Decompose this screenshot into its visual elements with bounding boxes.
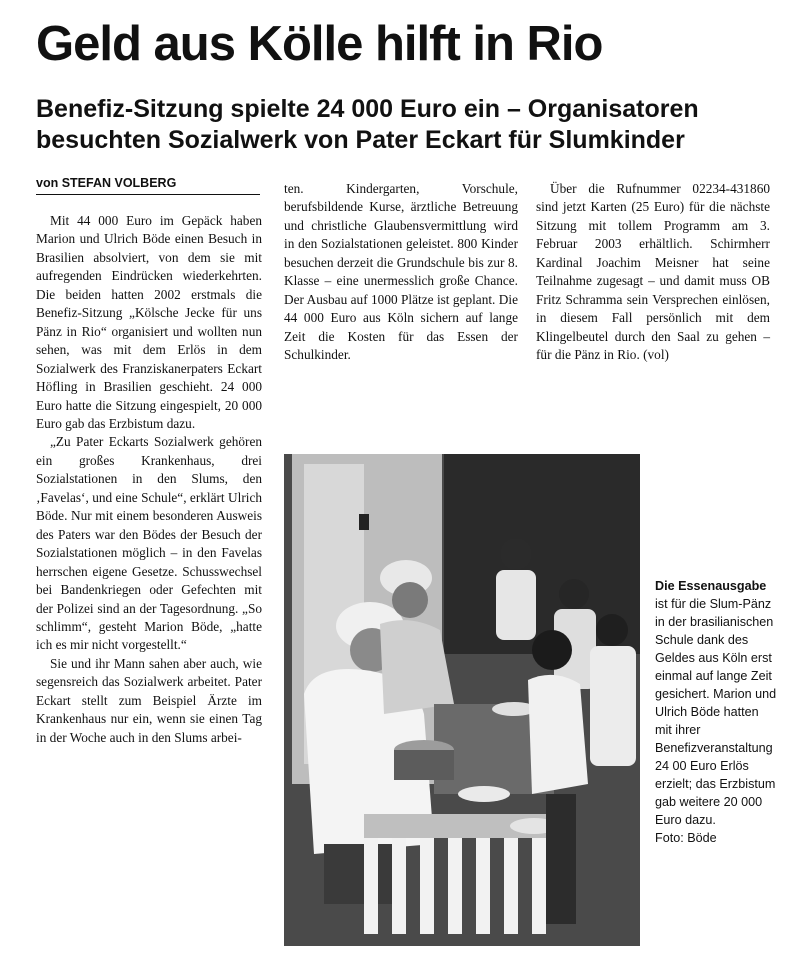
news-photo xyxy=(284,454,640,946)
caption-text: ist für die Slum-Pänz in der brasilianischen Schule dank des Geldes aus Köln erst einmal auf lange Zeit gesichert. Marion und Ulrich Böde hatten mit ihrer Benefizveranstaltung 24 00 Euro Erlös erzielt; das Erzbistum gab weitere 20 000 Euro dazu. xyxy=(655,597,777,827)
caption-lead: Die Essenausgabe xyxy=(655,579,767,593)
paragraph: Über die Rufnummer 02234-431860 sind jetzt Karten (25 Euro) für die nächste Sitzung mit tollem Programm am 3. Februar 2003 erhältlich. Schirmherr Kardinal Joachim Meisner hat seine Teilnahme zugesagt – und damit muss OB Fritz Schramma sein Versprechen einlösen, in diesem Fall persönlich mit dem Klingelbeutel durch den Saal zu gehen – für die Pänz in Rio. (vol) xyxy=(536,181,770,363)
byline: von STEFAN VOLBERG xyxy=(36,174,260,195)
paragraph: ten. Kindergarten, Vorschule, berufsbildende Kurse, ärztliche Betreuung und christliche Glaubensvermittlung wird in den Sozialstationen geleistet. 800 Kinder besuchen derzeit die Grundschule bis zur 8. Klasse – eine unermesslich große Chance. Der Ausbau auf 1000 Plätze ist geplant. Die 44 000 Euro aus Köln sichern auf lange Zeit die Kosten für das Essen der Schulkinder. xyxy=(284,181,518,363)
subheadline: Benefiz-Sitzung spielte 24 000 Euro ein – Organisatoren besuchten Sozialwerk von Pater Eckart für Slumkinder xyxy=(36,95,699,154)
paragraph: „Zu Pater Eckarts Sozialwerk gehören ein großes Krankenhaus, drei Sozialstationen in den Slums, den ‚Favelas‘, und eine Schule“, erklärt Ulrich Böde. Nur mit einem besonderen Ausweis des Paters war den Bödes der Besuch der Sozialstationen möglich – in den Favelas herrschen eigene Gesetze. Schusswechsel bei Bandenkriegen oder Gefechten mit der Polizei sind an der Tagesordnung. „So schlimm“, gesteht Marion Böde, „hatte ich es mir nicht vorgestellt.“ xyxy=(36,434,262,653)
article-column-2 xyxy=(284,180,518,365)
headline: Geld aus Kölle hilft in Rio xyxy=(36,17,603,71)
paragraph: Mit 44 000 Euro im Gepäck haben Marion und Ulrich Böde einen Besuch in Brasilien absolviert, von dem sie mit aufregenden Eindrücken wiederkehrten. Die beiden hatten 2002 erstmals die Benefiz-Sitzung „Kölsche Jecke für uns Pänz in Rio“ organisiert und wollten nun sehen, was mit dem Erlös in dem Sozialwerk des Franziskanerpaters Eckart Höfling in Brasilien geschieht. 24 000 Euro hatte die Sitzung eingespielt, 20 000 Euro gab das Erzbistum dazu. xyxy=(36,213,262,431)
article-column-3 xyxy=(536,180,770,365)
photo-credit: Foto: Böde xyxy=(655,831,717,845)
photo-caption xyxy=(655,577,777,847)
photo-illustration xyxy=(284,454,640,946)
paragraph: Sie und ihr Mann sahen aber auch, wie segensreich das Sozialwerk arbeitet. Pater Eckart stellt zum Beispiel Ärzte im Krankenhaus nur ein, wenn sie einen Tag in der Woche auch in den Slums arbei- xyxy=(36,655,262,745)
article-column-1 xyxy=(36,212,262,747)
